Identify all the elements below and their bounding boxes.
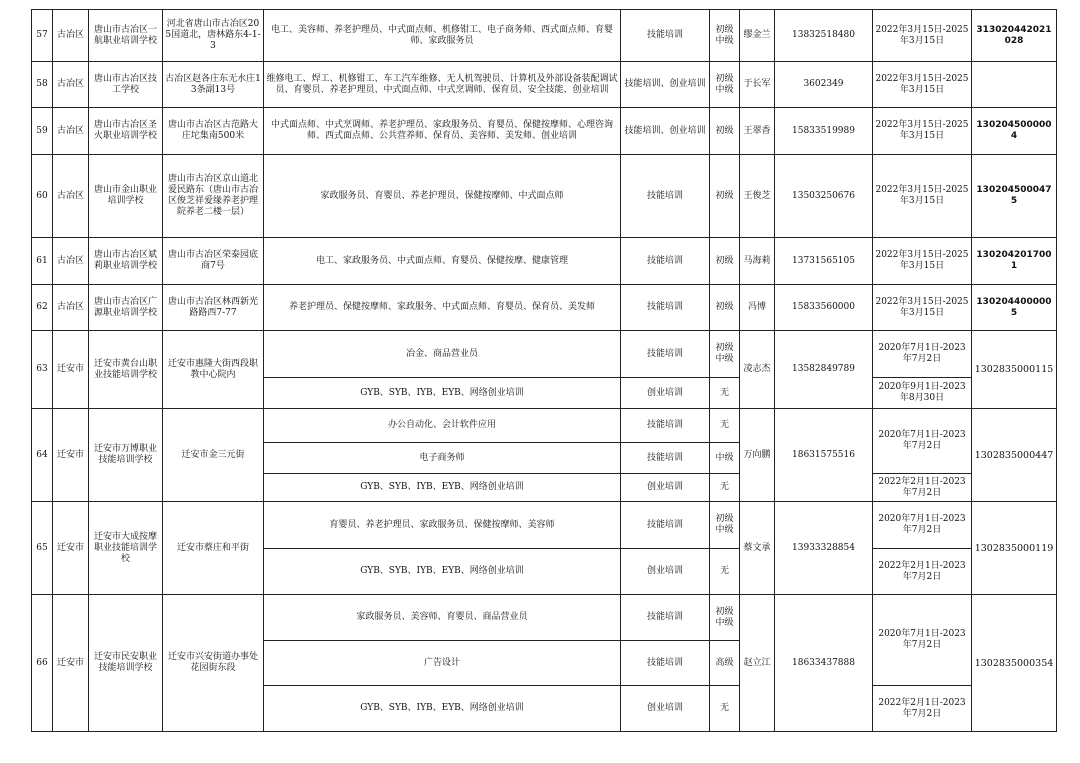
level-cell: 初级中级 (710, 331, 740, 378)
major-cell: GYB、SYB、IYB、EYB、网络创业培训 (264, 474, 621, 502)
training-type-cell: 技能培训 (621, 443, 710, 474)
school-name-cell: 迁安市大成按摩职业技能培训学校 (89, 502, 163, 595)
contact-cell: 蔡文承 (740, 502, 775, 595)
district-cell: 迁安市 (53, 595, 89, 732)
district-cell: 迁安市 (53, 409, 89, 502)
validity-cell: 2022年3月15日-2025年3月15日 (873, 238, 972, 285)
address-cell: 河北省唐山市古冶区205国道北，唐林路东4-1-3 (163, 10, 264, 62)
validity-cell: 2022年3月15日-2025年3月15日 (873, 10, 972, 62)
major-cell: 育婴员、养老护理员、家政服务员、保健按摩师、美容师 (264, 502, 621, 549)
level-cell: 初级 (710, 155, 740, 238)
training-type-cell: 技能培训 (621, 155, 710, 238)
phone-cell: 15833519989 (775, 108, 873, 155)
school-name-cell: 唐山市金山职业培训学校 (89, 155, 163, 238)
address-cell: 迁安市蔡庄和平街 (163, 502, 264, 595)
level-cell: 初级 (710, 285, 740, 331)
major-cell: 中式面点师、中式烹调师、养老护理员、家政服务员、育婴员、保健按摩师、心理咨询师、西式面点师、公共营养师、保育员、美容师、美发师、创业培训 (264, 108, 621, 155)
training-type-cell: 技能培训 (621, 10, 710, 62)
level-cell: 无 (710, 378, 740, 409)
contact-cell: 凌志杰 (740, 331, 775, 409)
address-cell: 古冶区赵各庄东无水庄13条副13号 (163, 62, 264, 108)
address-cell: 唐山市古冶区林西新光路路西7-77 (163, 285, 264, 331)
major-cell: GYB、SYB、IYB、EYB、网络创业培训 (264, 378, 621, 409)
validity-cell: 2022年2月1日-2023年7月2日 (873, 549, 972, 595)
training-type-cell: 技能培训、创业培训 (621, 62, 710, 108)
row-number: 57 (32, 10, 53, 62)
license-number-cell: 1302835000447 (972, 409, 1057, 502)
table-row (32, 409, 1057, 443)
major-cell: 电工、家政服务员、中式面点师、育婴员、保健按摩、健康管理 (264, 238, 621, 285)
row-number: 62 (32, 285, 53, 331)
training-type-cell: 技能培训 (621, 409, 710, 443)
license-number-cell: 1302042017001 (972, 238, 1057, 285)
major-cell: 冶金、商品营业员 (264, 331, 621, 378)
level-cell: 无 (710, 409, 740, 443)
level-cell: 中级 (710, 443, 740, 474)
phone-cell: 13582849789 (775, 331, 873, 409)
row-number: 61 (32, 238, 53, 285)
major-cell: 家政服务员、美容师、育婴员、商品营业员 (264, 595, 621, 641)
major-cell: 家政服务员、育婴员、养老护理员、保健按摩师、中式面点师 (264, 155, 621, 238)
validity-cell: 2022年3月15日-2025年3月15日 (873, 285, 972, 331)
level-cell: 初级中级 (710, 62, 740, 108)
major-cell: 电工、美容师、养老护理员、中式面点师、机修钳工、电子商务师、西式面点师、育婴师、家政服务员 (264, 10, 621, 62)
level-cell: 无 (710, 686, 740, 732)
training-type-cell: 创业培训 (621, 378, 710, 409)
license-number-cell: 1302835000119 (972, 502, 1057, 595)
major-cell: GYB、SYB、IYB、EYB、网络创业培训 (264, 686, 621, 732)
training-type-cell: 创业培训 (621, 686, 710, 732)
table-row (32, 155, 1057, 238)
district-cell: 迁安市 (53, 331, 89, 409)
row-number: 60 (32, 155, 53, 238)
district-cell: 古冶区 (53, 285, 89, 331)
validity-cell: 2020年7月1日-2023年7月2日 (873, 409, 972, 474)
address-cell: 迁安市金三元街 (163, 409, 264, 502)
level-cell: 初级 (710, 108, 740, 155)
district-cell: 古冶区 (53, 62, 89, 108)
row-number: 65 (32, 502, 53, 595)
validity-cell: 2020年7月1日-2023年7月2日 (873, 502, 972, 549)
table-row (32, 238, 1057, 285)
level-cell: 高级 (710, 641, 740, 686)
training-type-cell: 技能培训 (621, 502, 710, 549)
training-type-cell: 技能培训 (621, 331, 710, 378)
contact-cell: 冯博 (740, 285, 775, 331)
phone-cell: 18633437888 (775, 595, 873, 732)
row-number: 63 (32, 331, 53, 409)
contact-cell: 赵立江 (740, 595, 775, 732)
license-number-cell: 313020442021028 (972, 10, 1057, 62)
major-cell: 办公自动化、会计软件应用 (264, 409, 621, 443)
major-cell: 电子商务师 (264, 443, 621, 474)
district-cell: 古冶区 (53, 155, 89, 238)
address-cell: 迁安市惠隆大街西段职教中心院内 (163, 331, 264, 409)
contact-cell: 马海莉 (740, 238, 775, 285)
training-type-cell: 技能培训 (621, 285, 710, 331)
row-number: 59 (32, 108, 53, 155)
address-cell: 唐山市古冶区京山道北爱民路东（唐山市古冶区俊芝祥爱缘养老护理院养老二楼一层） (163, 155, 264, 238)
district-cell: 迁安市 (53, 502, 89, 595)
school-name-cell: 唐山市古冶区一航职业培训学校 (89, 10, 163, 62)
training-school-table (31, 9, 1057, 732)
address-cell: 迁安市兴安街道办事处花园街东段 (163, 595, 264, 732)
license-number-cell: 1302045000004 (972, 108, 1057, 155)
table-body (32, 10, 1057, 732)
table-row (32, 62, 1057, 108)
validity-cell: 2020年7月1日-2023年7月2日 (873, 331, 972, 378)
contact-cell: 王俊芝 (740, 155, 775, 238)
major-cell: 广告设计 (264, 641, 621, 686)
license-number-cell: 1302835000354 (972, 595, 1057, 732)
school-name-cell: 唐山市古冶区技工学校 (89, 62, 163, 108)
phone-cell: 13933328854 (775, 502, 873, 595)
validity-cell: 2020年7月1日-2023年7月2日 (873, 595, 972, 686)
phone-cell: 15833560000 (775, 285, 873, 331)
validity-cell: 2022年3月15日-2025年3月15日 (873, 155, 972, 238)
district-cell: 古冶区 (53, 10, 89, 62)
license-number-cell: 1302044000005 (972, 285, 1057, 331)
contact-cell: 于长军 (740, 62, 775, 108)
district-cell: 古冶区 (53, 108, 89, 155)
row-number: 64 (32, 409, 53, 502)
level-cell: 初级中级 (710, 595, 740, 641)
table-row (32, 595, 1057, 641)
school-name-cell: 迁安市民安职业技能培训学校 (89, 595, 163, 732)
validity-cell: 2022年2月1日-2023年7月2日 (873, 686, 972, 732)
training-type-cell: 创业培训 (621, 474, 710, 502)
table-row (32, 10, 1057, 62)
level-cell: 无 (710, 474, 740, 502)
phone-cell: 18631575516 (775, 409, 873, 502)
row-number: 66 (32, 595, 53, 732)
school-name-cell: 唐山市古冶区圣火职业培训学校 (89, 108, 163, 155)
table-row (32, 108, 1057, 155)
validity-cell: 2022年2月1日-2023年7月2日 (873, 474, 972, 502)
address-cell: 唐山市古冶区古范路大庄坨集南500米 (163, 108, 264, 155)
training-type-cell: 技能培训 (621, 595, 710, 641)
level-cell: 初级中级 (710, 10, 740, 62)
major-cell: 养老护理员、保健按摩师、家政服务、中式面点师、育婴员、保育员、美发师 (264, 285, 621, 331)
level-cell: 无 (710, 549, 740, 595)
level-cell: 初级中级 (710, 502, 740, 549)
phone-cell: 13832518480 (775, 10, 873, 62)
contact-cell: 王翠香 (740, 108, 775, 155)
table-row (32, 331, 1057, 378)
table-row (32, 285, 1057, 331)
contact-cell: 缪金兰 (740, 10, 775, 62)
license-number-cell (972, 62, 1057, 108)
license-number-cell: 1302835000115 (972, 331, 1057, 409)
address-cell: 唐山市古冶区荣泰园底商7号 (163, 238, 264, 285)
table-row (32, 502, 1057, 549)
level-cell: 初级 (710, 238, 740, 285)
school-name-cell: 迁安市万博职业技能培训学校 (89, 409, 163, 502)
validity-cell: 2020年9月1日-2023年8月30日 (873, 378, 972, 409)
validity-cell: 2022年3月15日-2025年3月15日 (873, 108, 972, 155)
phone-cell: 3602349 (775, 62, 873, 108)
training-type-cell: 创业培训 (621, 549, 710, 595)
license-number-cell: 1302045000475 (972, 155, 1057, 238)
contact-cell: 万向鹏 (740, 409, 775, 502)
school-name-cell: 迁安市黄台山职业技能培训学校 (89, 331, 163, 409)
training-type-cell: 技能培训 (621, 641, 710, 686)
row-number: 58 (32, 62, 53, 108)
school-name-cell: 唐山市古冶区广源职业培训学校 (89, 285, 163, 331)
training-school-table-sheet (31, 9, 1057, 732)
major-cell: 维修电工、焊工、机修钳工、车工汽车维修、无人机驾驶员、计算机及外部设备装配调试员、育婴员、养老护理员、中式面点师、中式烹调师、保育员、安全技能、创业培训 (264, 62, 621, 108)
major-cell: GYB、SYB、IYB、EYB、网络创业培训 (264, 549, 621, 595)
school-name-cell: 唐山市古冶区斌莉职业培训学校 (89, 238, 163, 285)
validity-cell: 2022年3月15日-2025年3月15日 (873, 62, 972, 108)
phone-cell: 13503250676 (775, 155, 873, 238)
phone-cell: 13731565105 (775, 238, 873, 285)
training-type-cell: 技能培训 (621, 238, 710, 285)
district-cell: 古冶区 (53, 238, 89, 285)
training-type-cell: 技能培训、创业培训 (621, 108, 710, 155)
